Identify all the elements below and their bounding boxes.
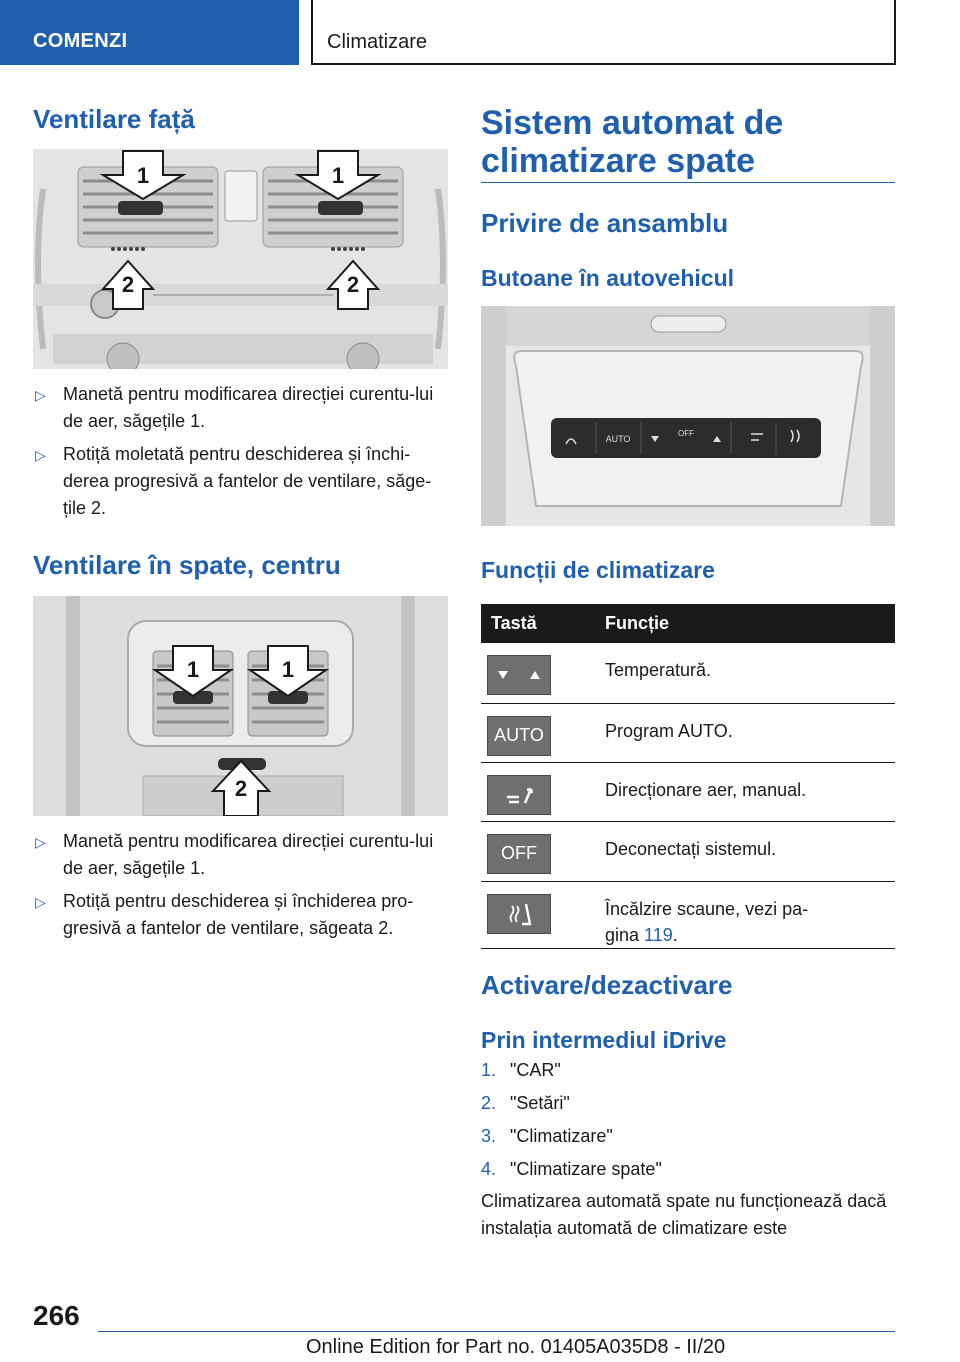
front-callout-1b: 1 [331,163,345,188]
triangle-bullet-icon: ▷ [35,894,46,910]
function-auto: Program AUTO. [605,703,895,762]
seat-heating-icon [487,894,551,934]
idrive-steps [481,1060,662,1192]
table-row [481,821,895,881]
header-section-label: COMENZI [33,30,128,52]
panel-auto-label: AUTO [605,434,631,444]
rear-callout-2: 2 [234,776,248,801]
table-header-row [481,604,895,643]
table-header-function: Funcție [605,604,895,643]
panel-off-label: OFF [678,429,694,438]
front-callout-2b: 2 [346,272,360,297]
front-callout-2a: 2 [121,272,135,297]
auto-key: AUTO [487,716,551,756]
page-link[interactable]: 119 [644,924,673,945]
air-direction-icon [487,775,551,815]
table-row [481,762,895,821]
list-item: ▷ Rotiță moletată pentru deschiderea și închi-derea progresivă a fantelor de ventilare, săge-țile 2. [35,444,432,518]
temperature-arrows-icon [487,655,551,695]
header-chapter-box [311,0,896,65]
off-key: OFF [487,834,551,874]
table-row [481,881,895,948]
front-vents-image [33,149,448,369]
idrive-heading: Prin intermediul iDrive [481,1027,727,1053]
rear-control-panel-image [481,306,895,526]
rear-callout-1a: 1 [186,657,200,682]
triangle-bullet-icon: ▷ [35,834,46,850]
rear-climate-note: Climatizarea automată spate nu funcționează dacă instalația automată de climatizare este [481,1191,887,1238]
buttons-heading: Butoane în autovehicul [481,265,735,291]
rear-vent-bullets [33,828,448,948]
front-callout-1a: 1 [136,163,150,188]
list-item: 1. "CAR" [481,1060,561,1080]
overview-heading: Privire de ansamblu [481,208,729,238]
rear-vents-image [33,596,448,816]
header-section-tab [0,0,299,65]
function-table [481,604,895,949]
functions-heading: Funcții de climatizare [481,557,715,583]
list-item: 2. "Setări" [481,1093,570,1113]
footer-divider [98,1331,895,1332]
list-item: ▷ Manetă pentru modificarea direcției curentu-lui de aer, săgețile 1. [35,384,434,431]
list-item: 3. "Climatizare" [481,1126,613,1146]
function-temperature: Temperatură. [605,643,895,703]
table-row [481,703,895,762]
function-off: Deconectați sistemul. [605,821,895,881]
front-vent-heading: Ventilare față [33,104,195,134]
function-air-direction: Direcționare aer, manual. [605,762,895,821]
function-seat-heating: Încălzire scaune, vezi pa- gina 119. [605,881,895,948]
header-chapter-label: Climatizare [327,31,428,53]
rear-vent-heading: Ventilare în spate, centru [33,550,341,580]
table-header-key: Tastă [481,604,605,643]
triangle-bullet-icon: ▷ [35,387,46,403]
rear-callout-1b: 1 [281,657,295,682]
title-divider [481,182,895,183]
list-item: 4. "Climatizare spate" [481,1159,662,1179]
list-item: ▷ Manetă pentru modificarea direcției curentu-lui de aer, săgețile 1. [35,831,434,878]
edition-footer: Online Edition for Part no. 01405A035D8 - II/20 [306,1336,726,1358]
rear-climate-title: Sistem automat de climatizare spate [481,104,784,180]
activation-heading: Activare/dezactivare [481,970,733,1000]
front-vent-bullets [33,381,448,528]
list-item: ▷ Rotiță pentru deschiderea și închiderea pro-gresivă a fantelor de ventilare, săgeata 2. [35,891,414,938]
page-number: 266 [33,1300,80,1331]
table-row [481,643,895,703]
triangle-bullet-icon: ▷ [35,447,46,463]
